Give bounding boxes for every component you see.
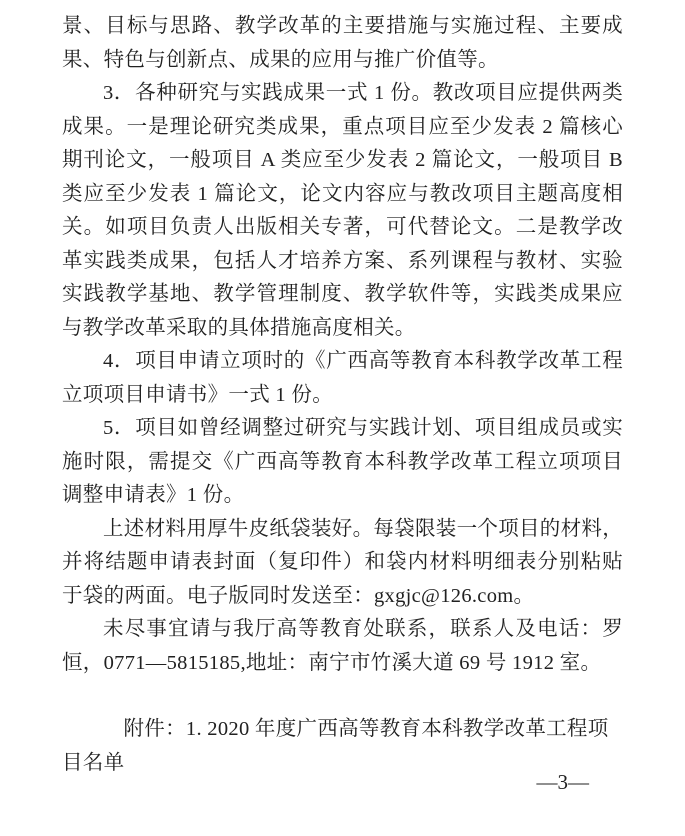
page-number: —3— [536,770,589,794]
paragraph-packaging-instructions: 上述材料用厚牛皮纸袋装好。每袋限装一个项目的材料，并将结题申请表封面（复印件）和袋内材料明细表分别粘贴于袋的两面。电子版同时发送至：gxgjc@126.com。 [62,517,623,607]
paragraph-item-5: 5．项目如曾经调整过研究与实践计划、项目组成员或实施时限，需提交《广西高等教育本科教学改革工程立项项目调整申请表》1 份。 [62,417,623,506]
paragraph-item-4: 4．项目申请立项时的《广西高等教育本科教学改革工程立项项目申请书》一式 1 份。 [62,350,623,406]
attachment-list-line: 附件：1. 2020 年度广西高等教育本科教学改革工程项目名单 [62,718,609,774]
document-body-text [62,10,623,780]
paragraph-item-3: 3．各种研究与实践成果一式 1 份。教改项目应提供两类成果。一是理论研究类成果，重点项目应至少发表 2 篇核心期刊论文，一般项目 A 类应至少发表 2 篇论文，一般项目 B 类应至少发表 1 篇论文，论文内容应与教改项目主题高度相关。如项目负责人出版相关专著，可代替论文。二是教学改革实践类成果，包括人才培养方案、系列课程与教材、实验实践教学基地、教学管理制度、教学软件等，实践类成果应与教学改革采取的具体措施高度相关。 [62,82,623,339]
paragraph-continuation: 景、目标与思路、教学改革的主要措施与实施过程、主要成果、特色与创新点、成果的应用与推广价值等。 [62,15,623,71]
paragraph-contact-info: 未尽事宜请与我厅高等教育处联系，联系人及电话：罗恒，0771—5815185,地址：南宁市竹溪大道 69 号 1912 室。 [62,618,623,674]
